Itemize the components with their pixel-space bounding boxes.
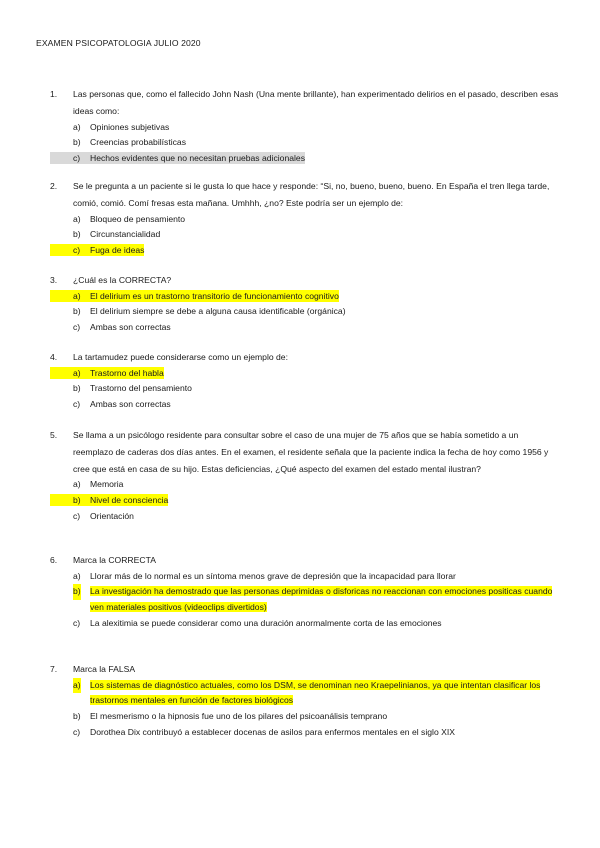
option-text-answer: Los sistemas de diagnóstico actuales, como los DSM, se denominan neo Kraepelinianos, ya que intentan clasificar los trastornos mentales en función de factores biológicos (90, 679, 541, 706)
question-text: Se le pregunta a un paciente si le gusta lo que hace y responde: “Si, no, bueno, bueno, bueno. En España el tren llega tarde, comió, comió. Comí fresas esta mañana. Umhhh, ¿no? Este podría ser un ejemplo de: (73, 181, 550, 208)
question-text: La tartamudez puede considerarse como un ejemplo de: (73, 352, 288, 362)
question-number: 6. (50, 555, 58, 565)
option-b: b) Circunstancialidad (73, 229, 161, 240)
option-text: Llorar más de lo normal es un síntoma menos grave de depresión que la incapacidad para llorar (90, 570, 456, 581)
option-a: a) Trastorno del habla (50, 366, 560, 382)
option-b: b) Nivel de consciencia (50, 493, 560, 509)
question-text: Se llama a un psicólogo residente para consultar sobre el caso de una mujer de 75 años que se había sometido a un reemplazo de caderas dos días antes. En el examen, el residente señala que la paciente indica la fecha de hoy como 1956 y cree que está en casa de su hijo. Estas deficiencias, ¿Qué aspecto del examen del estado mental ilustran? (73, 430, 549, 474)
option-a: a) Bloqueo de pensamiento (73, 213, 186, 224)
option-c: c) Dorothea Dix contribuyó a establecer docenas de asilos para enfermos mentales en el siglo XIX (73, 726, 455, 737)
option-a: a) Opiniones subjetivas (73, 121, 170, 132)
question-3 (50, 272, 560, 336)
question-text: Marca la FALSA (73, 664, 136, 674)
option-text-answer: Trastorno del habla (90, 367, 164, 378)
question-stem (50, 427, 560, 477)
question-number: 4. (50, 352, 58, 362)
option-c: c) Orientación (73, 510, 134, 521)
question-stem (50, 349, 560, 366)
question-stem (50, 86, 560, 120)
option-c: c) Fuga de ideas (50, 243, 560, 259)
option-text: Ambas son correctas (90, 321, 171, 332)
option-a: a) Los sistemas de diagnóstico actuales, como los DSM, se denominan neo Kraepelinianos, ya que intentan clasificar los trastornos mentales en función de factores biológicos (73, 679, 541, 706)
question-number: 5. (50, 430, 58, 440)
option-text-answer: Nivel de consciencia (90, 494, 169, 505)
question-number: 3. (50, 275, 58, 285)
option-text: El delirium siempre se debe a alguna causa identificable (orgánica) (90, 306, 346, 317)
option-text: Creencias probabilísticas (90, 137, 187, 148)
question-stem (50, 178, 560, 212)
option-text-answer: Fuga de ideas (90, 244, 145, 255)
option-c: c) Ambas son correctas (73, 321, 171, 332)
question-number: 7. (50, 664, 58, 674)
option-a: a) Memoria (73, 479, 124, 490)
option-text: Orientación (90, 510, 134, 521)
question-1 (50, 86, 560, 166)
option-b: b) La investigación ha demostrado que las personas deprimidas o disforicas no reaccionan con emociones positicas cuando ven materiales positivos (videoclips divertidos) (73, 586, 553, 612)
option-text: Ambas son correctas (90, 398, 171, 409)
option-text-answer: La investigación ha demostrado que las personas deprimidas o disforicas no reaccionan con emociones positicas cuando ven materiales positivos (videoclips divertidos) (90, 586, 553, 612)
option-text-answer: Hechos evidentes que no necesitan pruebas adicionales (90, 152, 305, 163)
option-text: La alexitimia se puede considerar como una duración anormalmente corta de las emociones (90, 617, 442, 628)
option-text: Trastorno del pensamiento (90, 383, 192, 394)
question-number: 2. (50, 181, 58, 191)
option-text: Opiniones subjetivas (90, 121, 170, 132)
option-b: b) Trastorno del pensamiento (73, 383, 192, 394)
question-2 (50, 178, 560, 258)
question-6 (50, 552, 560, 631)
question-text: Las personas que, como el fallecido John Nash (Una mente brillante), han experimentado delirios en el pasado, describen esas ideas como: (73, 89, 559, 116)
question-text: ¿Cuál es la CORRECTA? (73, 275, 172, 285)
question-text: Marca la CORRECTA (73, 555, 156, 565)
option-c: c) La alexitimia se puede considerar como una duración anormalmente corta de las emociones (73, 617, 442, 628)
question-stem (50, 661, 560, 678)
question-4 (50, 349, 560, 413)
question-number: 1. (50, 89, 58, 99)
option-text: El mesmerismo o la hipnosis fue uno de los pilares del psicoanálisis temprano (90, 710, 388, 721)
question-stem (50, 272, 560, 289)
option-text: Circunstancialidad (90, 229, 161, 240)
option-b: b) El mesmerismo o la hipnosis fue uno de los pilares del psicoanálisis temprano (73, 710, 388, 721)
option-text-answer: El delirium es un trastorno transitorio de funcionamiento cognitivo (90, 290, 339, 301)
option-text: Dorothea Dix contribuyó a establecer docenas de asilos para enfermos mentales en el siglo XIX (90, 726, 455, 737)
option-b: b) Creencias probabilísticas (73, 137, 187, 148)
option-c: c) Ambas son correctas (73, 398, 171, 409)
question-7 (50, 661, 560, 740)
option-a: a) El delirium es un trastorno transitorio de funcionamiento cognitivo (50, 289, 560, 305)
question-5 (50, 427, 560, 524)
option-b: b) El delirium siempre se debe a alguna causa identificable (orgánica) (73, 306, 346, 317)
option-a: a) Llorar más de lo normal es un síntoma menos grave de depresión que la incapacidad para llorar (73, 570, 456, 581)
option-text: Bloqueo de pensamiento (90, 213, 186, 224)
exam-title: EXAMEN PSICOPATOLOGIA JULIO 2020 (36, 38, 201, 48)
option-text: Memoria (90, 479, 124, 490)
question-stem (50, 552, 560, 569)
option-c: c) Hechos evidentes que no necesitan pruebas adicionales (50, 151, 560, 167)
